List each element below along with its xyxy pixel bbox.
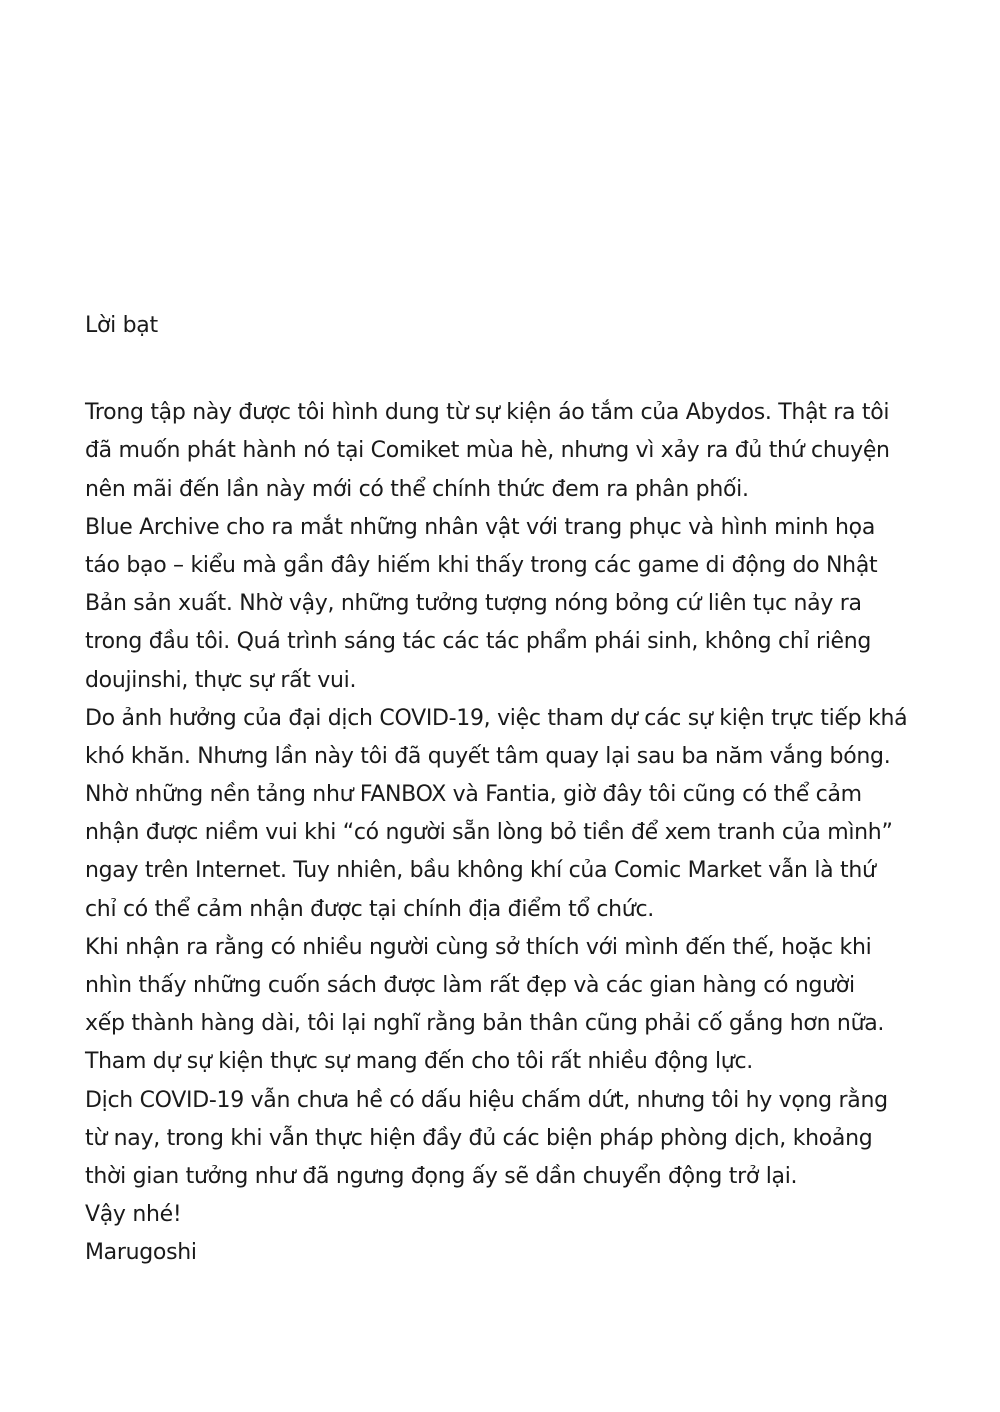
text-line: khó khăn. Nhưng lần này tôi đã quyết tâm quay lại sau ba năm vắng bóng. [85,743,891,769]
text-line: nhận được niềm vui khi “có người sẵn lòng bỏ tiền để xem tranh của mình” [85,820,893,846]
text-line: Vậy nhé! [85,1202,182,1228]
text-line: Dịch COVID-19 vẫn chưa hề có dấu hiệu chấm dứt, nhưng tôi hy vọng rằng [85,1087,888,1113]
text-line: doujinshi, thực sự rất vui. [85,667,357,693]
text-line: Khi nhận ra rằng có nhiều người cùng sở thích với mình đến thế, hoặc khi [85,934,872,960]
text-line: Trong tập này được tôi hình dung từ sự kiện áo tắm của Abydos. Thật ra tôi [85,400,890,426]
text-line: đã muốn phát hành nó tại Comiket mùa hè, nhưng vì xảy ra đủ thứ chuyện [85,438,890,464]
text-line: Tham dự sự kiện thực sự mang đến cho tôi rất nhiều động lực. [85,1049,753,1075]
text-line: nhìn thấy những cuốn sách được làm rất đẹp và các gian hàng có người [85,973,855,998]
text-line: táo bạo – kiểu mà gần đây hiếm khi thấy trong các game di động do Nhật [85,552,878,578]
text-line: Blue Archive cho ra mắt những nhân vật với trang phục và hình minh họa [85,514,876,540]
text-line: Bản sản xuất. Nhờ vậy, những tưởng tượng nóng bỏng cứ liên tục nảy ra [85,591,862,617]
text-line: xếp thành hàng dài, tôi lại nghĩ rằng bản thân cũng phải cố gắng hơn nữa. [85,1011,885,1037]
text-line: từ nay, trong khi vẫn thực hiện đầy đủ các biện pháp phòng dịch, khoảng [85,1125,873,1151]
afterword-title: Lời bạt [85,313,158,338]
signature: Marugoshi [85,1240,197,1266]
text-line: nên mãi đến lần này mới có thể chính thức đem ra phân phối. [85,476,749,502]
text-line: chỉ có thể cảm nhận được tại chính địa điểm tổ chức. [85,896,654,922]
text-line: Do ảnh hưởng của đại dịch COVID-19, việc tham dự các sự kiện trực tiếp khá [85,705,908,731]
text-line: ngay trên Internet. Tuy nhiên, bầu không khí của Comic Market vẫn là thứ [85,858,876,884]
text-line: trong đầu tôi. Quá trình sáng tác các tác phẩm phái sinh, không chỉ riêng [85,629,872,655]
text-line: Nhờ những nền tảng như FANBOX và Fantia, giờ đây tôi cũng có thể cảm [85,782,862,808]
blank-line [85,345,965,394]
text-line: thời gian tưởng như đã ngưng đọng ấy sẽ dần chuyển động trở lại. [85,1163,798,1189]
afterword-text [85,307,965,1273]
